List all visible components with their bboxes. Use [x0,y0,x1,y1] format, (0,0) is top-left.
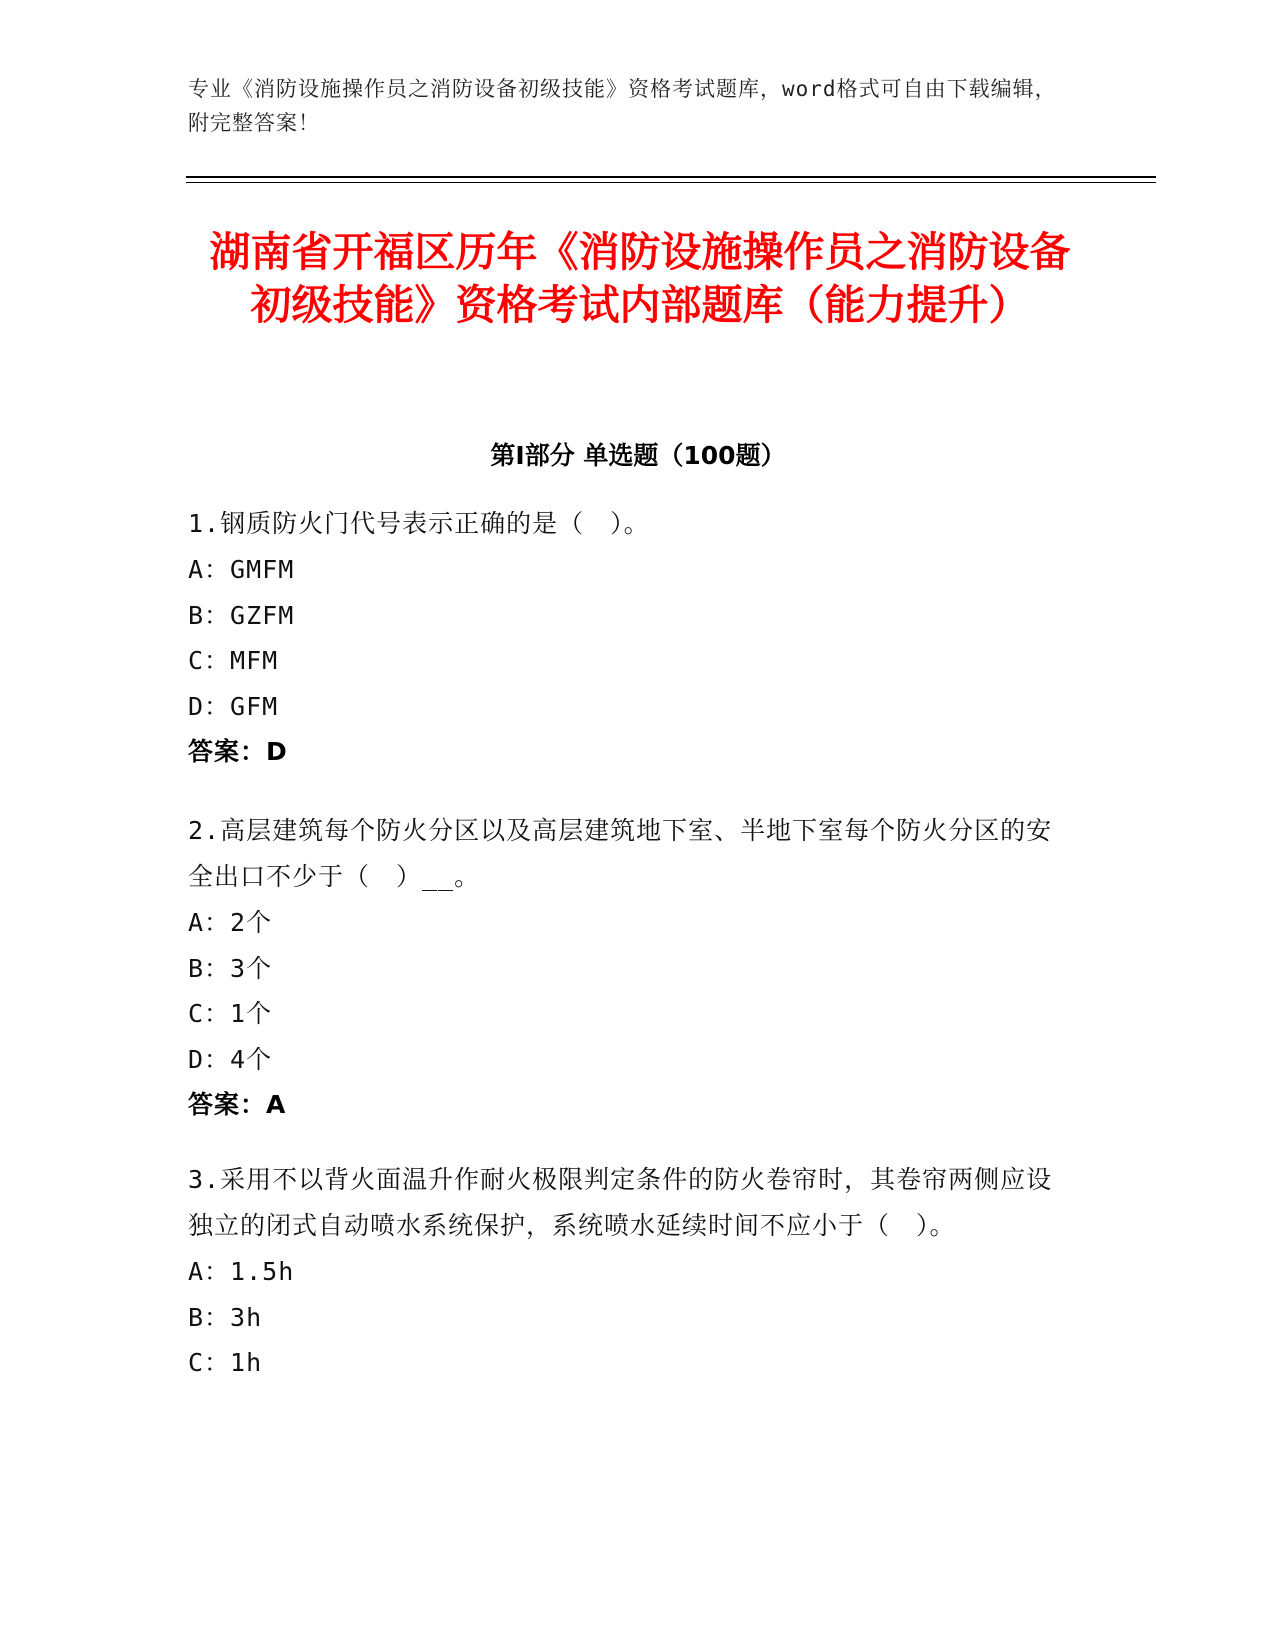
option-d: D：GFM [188,691,279,721]
intro-text: 专业《消防设施操作员之消防设备初级技能》资格考试题库，word格式可自由下载编辑，附完整答案！ [188,77,1057,135]
option-d: D：4个 [188,1044,273,1074]
header-divider-thick [186,176,1156,178]
answer: 答案：A [188,1090,287,1119]
option-b: B：3h [188,1302,263,1332]
header-divider-thin [186,182,1156,183]
option-a: A：2个 [188,908,273,937]
section-heading: 第Ⅰ部分 单选题（100题） [490,441,786,470]
option-a: A：GMFM [188,555,295,584]
question-stem: 3.采用不以背火面温升作耐火极限判定条件的防火卷帘时，其卷帘两侧应设独立的闭式自动喷水系统保护，系统喷水延续时间不应小于（ ）。 [188,1165,1053,1240]
answer: 答案：D [188,737,288,766]
option-c: C：1个 [188,999,273,1028]
question-stem: 2.高层建筑每个防火分区以及高层建筑地下室、半地下室每个防火分区的安全出口不少于（ ）__。 [188,816,1053,891]
option-b: B：3个 [188,953,273,983]
question-stem: 1.钢质防火门代号表示正确的是（ ）。 [188,509,650,538]
question-2 [188,808,1068,1128]
option-c: C：MFM [188,646,279,675]
question-3 [188,1157,1068,1386]
option-b: B：GZFM [188,600,295,630]
option-a: A：1.5h [188,1257,295,1286]
document-title: 湖南省开福区历年《消防设施操作员之消防设备初级技能》资格考试内部题库（能力提升） [209,228,1071,329]
question-1 [188,501,1068,775]
option-c: C：1h [188,1348,263,1377]
